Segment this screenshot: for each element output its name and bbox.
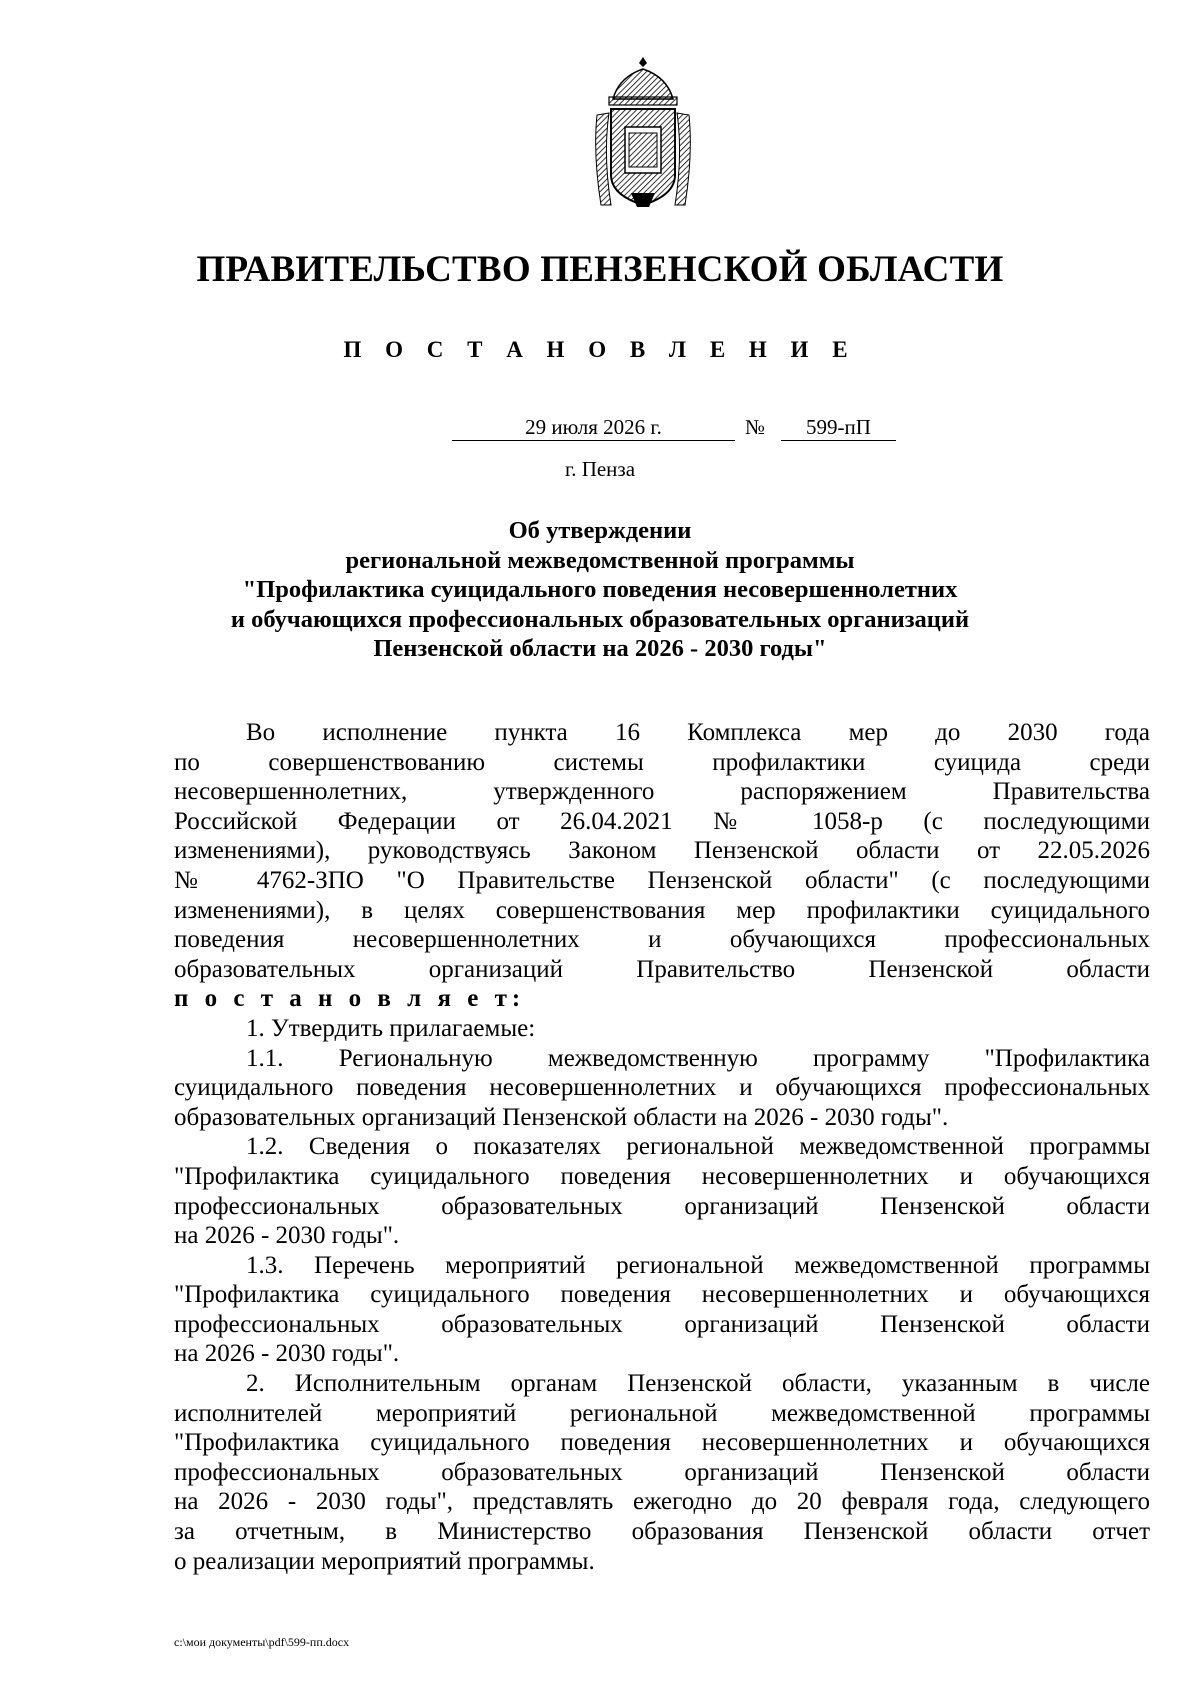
preamble-line: Во исполнение пункта 16 Комплекса мер до 2030 года: [246, 719, 1150, 746]
document-number: 599-пП: [781, 416, 896, 441]
item-1-3-line: 1.3. Перечень мероприятий региональной межведомственной программы: [246, 1251, 1150, 1279]
document-type: П О С Т А Н О В Л Е Н И Е: [343, 337, 857, 362]
document-date: 29 июля 2026 г.: [452, 416, 735, 441]
heading-line: Об утверждении: [508, 517, 692, 544]
coat-of-arms-emblem: [589, 55, 697, 210]
preamble-line: Российской Федерации от 26.04.2021 № 1058-р (с последующими: [174, 807, 1150, 835]
preamble-line: изменениями), в целях совершенствования мер профилактики суицидального: [174, 896, 1150, 924]
item-1-3-line: профессиональных образовательных организаций Пензенской области: [174, 1310, 1150, 1338]
item-1-3-line: "Профилактика суицидального поведения несовершеннолетних и обучающихся: [174, 1281, 1150, 1309]
document-body: [174, 718, 1150, 1576]
preamble-line: изменениями), руководствуясь Законом Пензенской области от 22.05.2026: [174, 837, 1150, 865]
item-2-line: "Профилактика суицидального поведения несовершеннолетних и обучающихся: [174, 1429, 1150, 1457]
preamble-line: № 4762-ЗПО "О Правительстве Пензенской области" (с последующими: [174, 866, 1150, 894]
preamble-line: образовательных организаций Правительство Пензенской области: [174, 955, 1150, 983]
government-title: ПРАВИТЕЛЬСТВО ПЕНЗЕНСКОЙ ОБЛАСТИ: [196, 249, 1004, 290]
heading-line: Пензенской области на 2026 - 2030 годы": [373, 635, 827, 662]
item-1-1-line: образовательных организаций Пензенской области на 2026 - 2030 годы".: [174, 1103, 949, 1131]
preamble-line: по совершенствованию системы профилактики суицида среди: [174, 748, 1150, 776]
document-heading: [0, 516, 1200, 664]
item-1-1-line: 1.1. Региональную межведомственную программу "Профилактика: [246, 1044, 1150, 1072]
item-2-line: профессиональных образовательных организаций Пензенской области: [174, 1458, 1150, 1486]
item-1-2-line: 1.2. Сведения о показателях региональной межведомственной программы: [246, 1133, 1150, 1161]
item-1-3-line: на 2026 - 2030 годы".: [174, 1340, 400, 1368]
file-path-footer: c:\мои документы\pdf\599-пп.docx: [174, 1635, 350, 1649]
item-2-line: 2. Исполнительным органам Пензенской области, указанным в числе: [246, 1370, 1150, 1398]
preamble-line: поведения несовершеннолетних и обучающихся профессиональных: [174, 926, 1150, 954]
heading-line: региональной межведомственной программы: [345, 546, 855, 574]
decree-word: п о с т а н о в л я е т:: [174, 985, 526, 1013]
item-1-2-line: профессиональных образовательных организаций Пензенской области: [174, 1192, 1150, 1220]
item-1-2-line: на 2026 - 2030 годы".: [174, 1222, 400, 1250]
number-sign: №: [745, 415, 766, 439]
item-1: 1. Утвердить прилагаемые:: [246, 1014, 536, 1042]
document-city: г. Пенза: [564, 457, 636, 481]
item-1-2-line: "Профилактика суицидального поведения несовершеннолетних и обучающихся: [174, 1162, 1150, 1190]
heading-line: и обучающихся профессиональных образовательных организаций: [230, 605, 970, 633]
heading-line: "Профилактика суицидального поведения несовершеннолетних: [242, 576, 958, 603]
item-2-line: за отчетным, в Министерство образования Пензенской области отчет: [174, 1518, 1150, 1546]
item-1-1-line: суицидального поведения несовершеннолетних и обучающихся профессиональных: [174, 1074, 1150, 1102]
item-2-line: на 2026 - 2030 годы", представлять ежегодно до 20 февраля года, следующего: [174, 1488, 1150, 1516]
item-2-line: о реализации мероприятий программы.: [174, 1547, 595, 1575]
preamble-line: несовершеннолетних, утвержденного распоряжением Правительства: [174, 778, 1150, 806]
item-2-line: исполнителей мероприятий региональной межведомственной программы: [174, 1399, 1150, 1427]
